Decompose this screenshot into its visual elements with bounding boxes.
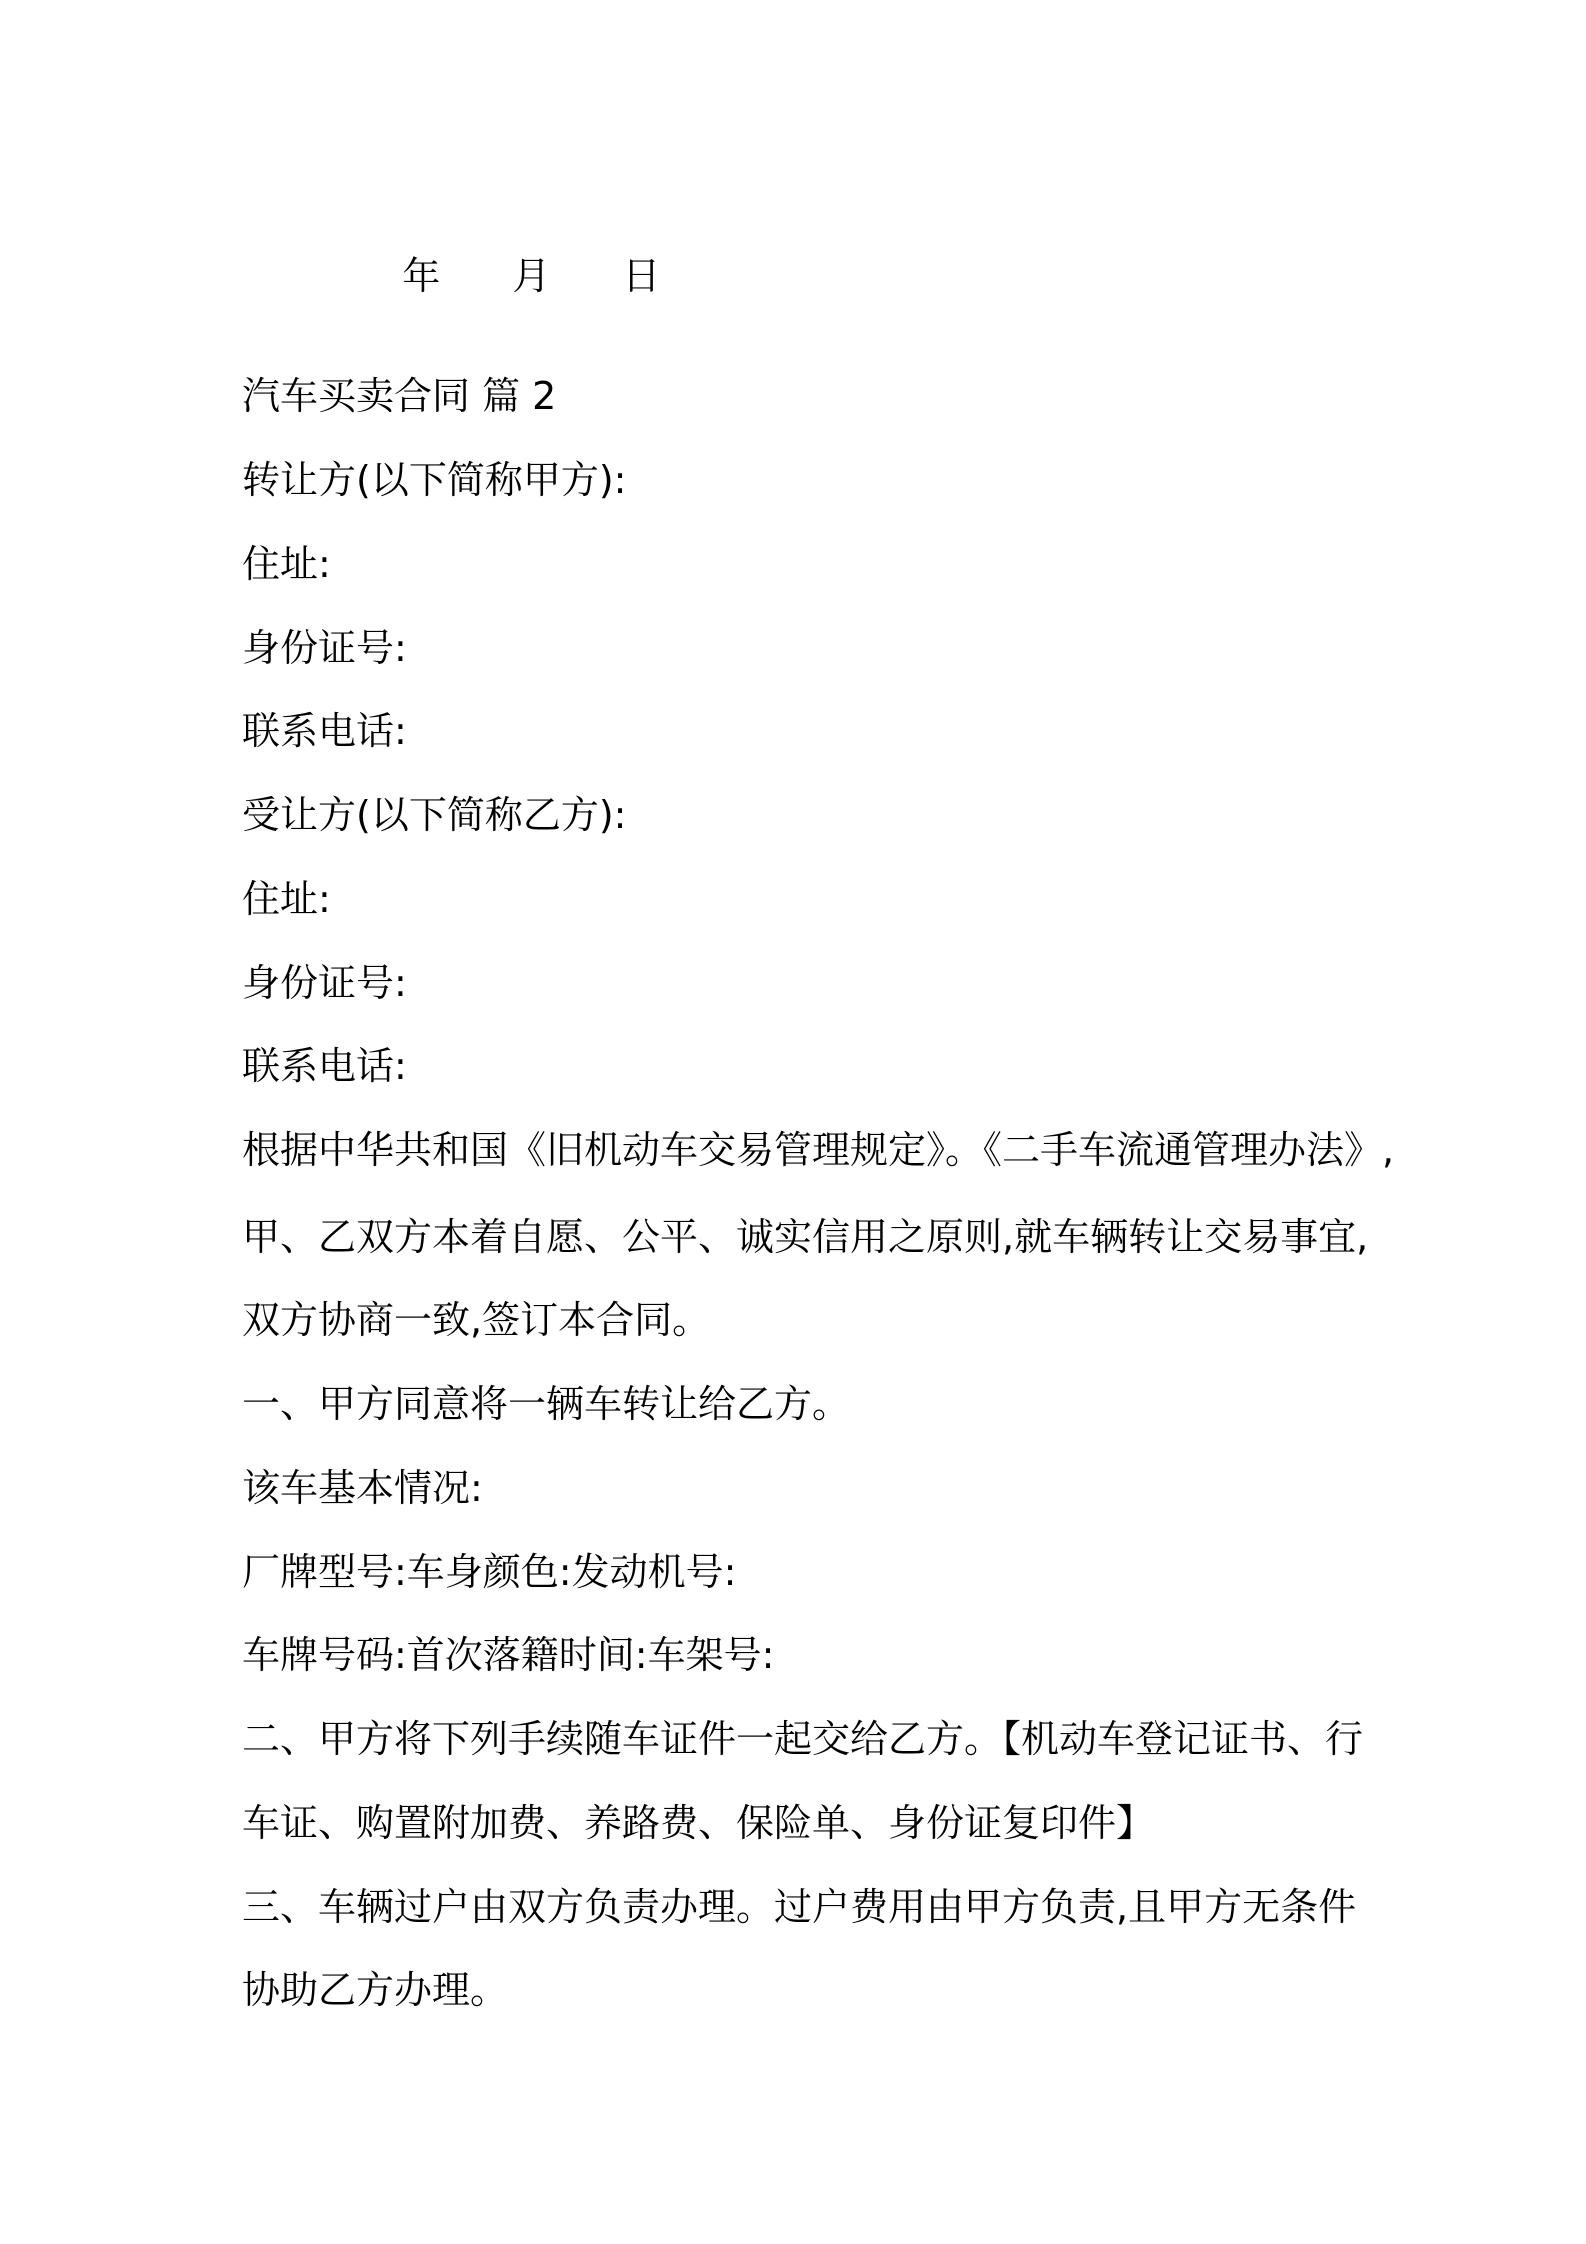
clause-two-cont: 车证、购置附加费、养路费、保险单、身份证复印件】 xyxy=(242,1801,1155,1845)
date-day: 日 xyxy=(622,254,661,298)
paragraph-line: 双方协商一致,签订本合同。 xyxy=(242,1298,711,1342)
paragraph-line: 根据中华共和国《旧机动车交易管理规定》。《二手车流通管理办法》, xyxy=(242,1128,1395,1172)
date-year: 年 xyxy=(402,254,441,298)
date-line xyxy=(354,204,660,348)
vehicle-info-line: 车牌号码:首次落籍时间:车架号: xyxy=(242,1633,775,1677)
vehicle-info-line: 厂牌型号:车身颜色:发动机号: xyxy=(242,1550,737,1594)
transferee-id: 身份证号: xyxy=(242,961,407,1005)
contract-title: 汽车买卖合同 篇 2 xyxy=(242,374,557,418)
transferor-label: 转让方(以下简称甲方): xyxy=(242,458,627,502)
date-month: 月 xyxy=(512,254,551,298)
transferee-label: 受让方(以下简称乙方): xyxy=(242,793,627,837)
clause-three-cont: 协助乙方办理。 xyxy=(242,1968,509,2012)
paragraph-line: 甲、乙双方本着自愿、公平、诚实信用之原则,就车辆转让交易事宜, xyxy=(242,1215,1369,1259)
clause-one: 一、甲方同意将一辆车转让给乙方。 xyxy=(242,1382,851,1426)
transferor-id: 身份证号: xyxy=(242,626,407,670)
clause-two: 二、甲方将下列手续随车证件一起交给乙方。【机动车登记证书、行 xyxy=(242,1717,1364,1761)
clause-three: 三、车辆过户由双方负责办理。过户费用由甲方负责,且甲方无条件 xyxy=(242,1885,1357,1929)
transferee-phone: 联系电话: xyxy=(242,1044,407,1088)
transferor-address: 住址: xyxy=(242,542,331,586)
transferor-phone: 联系电话: xyxy=(242,709,407,753)
vehicle-info-heading: 该车基本情况: xyxy=(242,1466,483,1510)
transferee-address: 住址: xyxy=(242,877,331,921)
